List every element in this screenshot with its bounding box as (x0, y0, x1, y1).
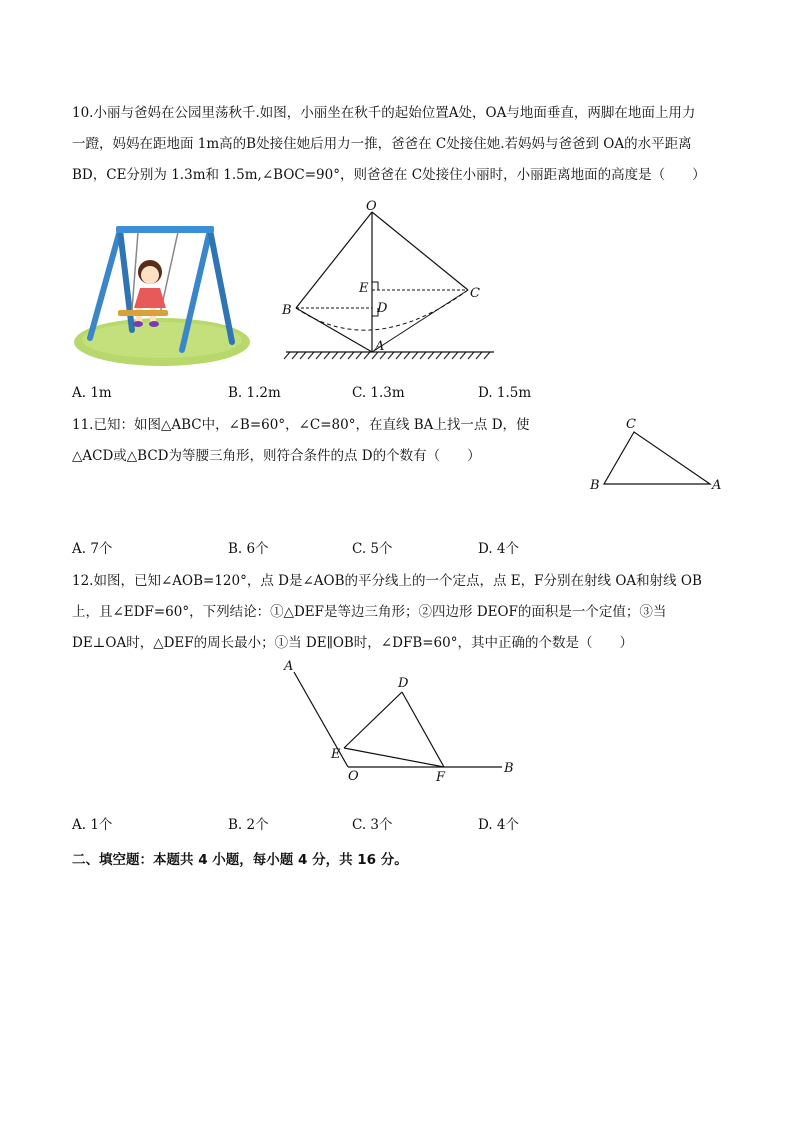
point-label-C: C (626, 417, 636, 432)
q12-text-line3: DE⊥OA时，△DEF的周长最小；①当 DE∥OB时，∠DFB=60°，其中正确的个数是（ ） (72, 635, 633, 651)
q10-option-d[interactable]: D. 1.5m (478, 385, 532, 401)
point-label-B: B (590, 478, 600, 493)
q11-option-c[interactable]: C. 5个 (352, 541, 393, 557)
q10-option-b[interactable]: B. 1.2m (228, 385, 281, 401)
point-label-E: E (359, 281, 369, 296)
point-label-D: D (398, 676, 409, 691)
point-label-A: A (375, 339, 385, 354)
section-heading-fill-in: 二、填空题：本题共 4 小题，每小题 4 分，共 16 分。 (72, 852, 408, 868)
q11-triangle-diagram (586, 412, 726, 498)
q12-option-a[interactable]: A. 1个 (72, 817, 113, 833)
q11-option-a[interactable]: A. 7个 (72, 541, 113, 557)
q10-option-c[interactable]: C. 1.3m (352, 385, 405, 401)
point-label-A: A (284, 659, 294, 674)
q10-text-line1: 10.小丽与爸妈在公园里荡秋千.如图，小丽坐在秋千的起始位置A处，OA与地面垂直，两脚在地面上用力 (72, 105, 696, 121)
point-label-D: D (377, 301, 388, 316)
q12-text-line2: 上，且∠EDF=60°，下列结论：①△DEF是等边三角形；②四边形 DEOF的面积是一个定值；③当 (72, 604, 667, 620)
q12-option-b[interactable]: B. 2个 (228, 817, 269, 833)
q11-text-line1: 11.已知：如图△ABC中，∠B=60°，∠C=80°，在直线 BA上找一点 D，使 (72, 417, 530, 433)
point-label-O: O (348, 769, 359, 784)
q10-option-a[interactable]: A. 1m (72, 385, 112, 401)
q12-text-line1: 12.如图，已知∠AOB=120°，点 D是∠AOB的平分线上的一个定点，点 E，F分别在射线 OA和射线 OB (72, 573, 702, 589)
point-label-O: O (366, 200, 377, 214)
point-label-C: C (470, 286, 480, 301)
q11-option-d[interactable]: D. 4个 (478, 541, 520, 557)
point-label-A: A (712, 478, 722, 493)
q10-text-line3: BD，CE分别为 1.3m和 1.5m,∠BOC=90°，则爸爸在 C处接住小丽时，小丽距离地面的高度是（ ） (72, 167, 706, 183)
point-label-F: F (436, 770, 446, 785)
point-label-E: E (331, 747, 341, 762)
q11-text-line2: △ACD或△BCD为等腰三角形，则符合条件的点 D的个数有（ ） (72, 448, 481, 464)
q11-option-b[interactable]: B. 6个 (228, 541, 269, 557)
point-label-B: B (282, 303, 292, 318)
q12-option-c[interactable]: C. 3个 (352, 817, 393, 833)
point-label-B: B (504, 761, 514, 776)
q10-text-line2: 一蹬，妈妈在距地面 1m高的B处接住她后用力一推，爸爸在 C处接住她.若妈妈与爸爸到 OA的水平距离 (72, 136, 692, 152)
q12-option-d[interactable]: D. 4个 (478, 817, 520, 833)
swing-illustration (74, 222, 254, 368)
q10-diagram (280, 200, 500, 362)
q12-angle-diagram (278, 656, 518, 788)
